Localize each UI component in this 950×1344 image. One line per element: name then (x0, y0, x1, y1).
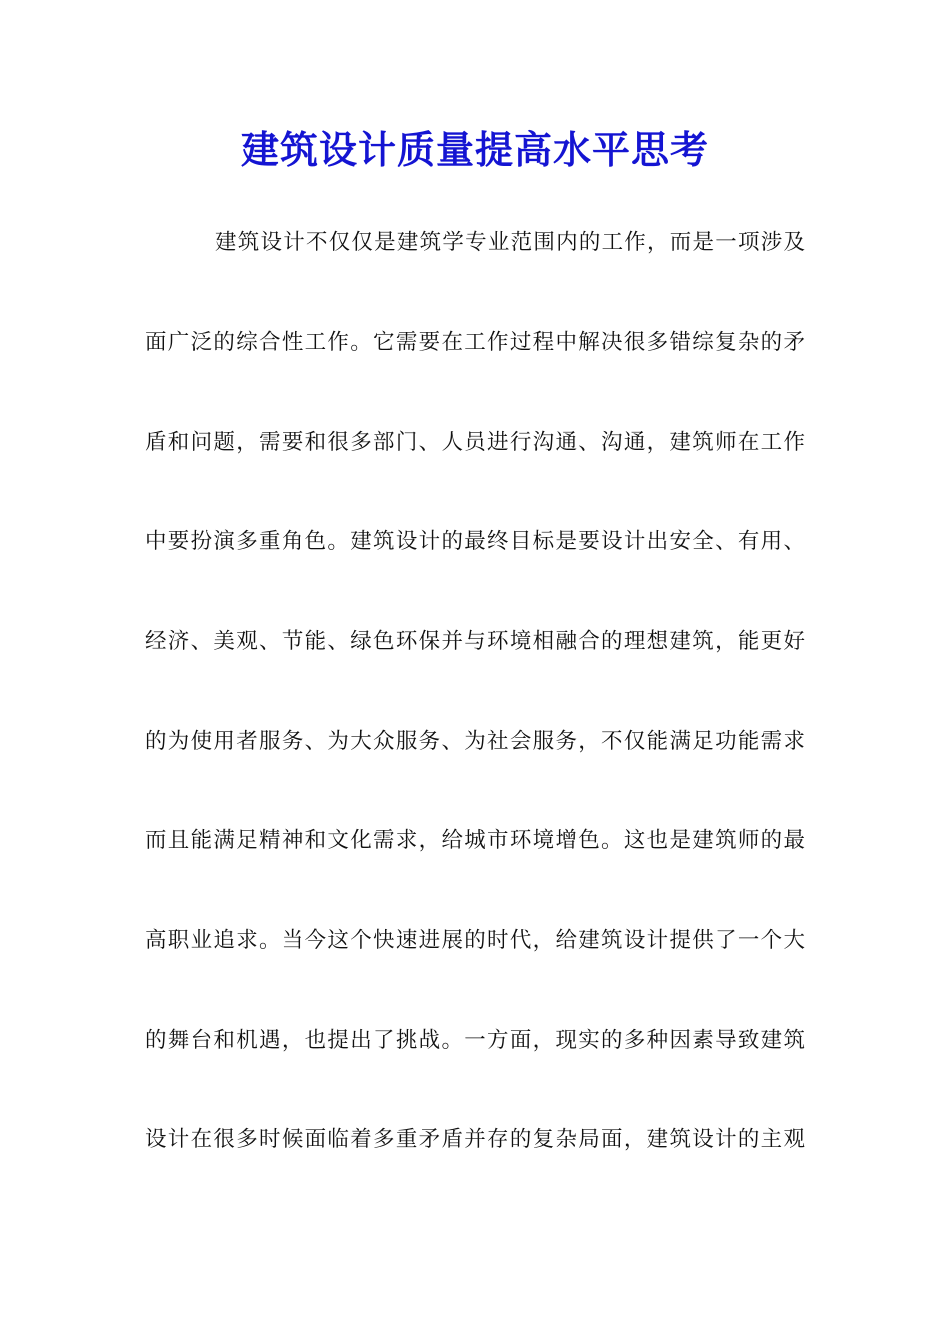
paragraph-line: 的舞台和机遇，也提出了挑战。一方面，现实的多种因素导致建筑 (145, 1028, 805, 1053)
paragraph-line: 中要扮演多重角色。建筑设计的最终目标是要设计出安全、有用、 (145, 529, 805, 554)
paragraph-line: 建筑设计不仅仅是建筑学专业范围内的工作，而是一项涉及 (215, 230, 805, 255)
document-title: 建筑设计质量提高水平思考 (240, 127, 709, 172)
paragraph-line: 设计在很多时候面临着多重矛盾并存的复杂局面，建筑设计的主观 (145, 1127, 805, 1152)
paragraph-line: 盾和问题，需要和很多部门、人员进行沟通、沟通，建筑师在工作 (145, 430, 805, 455)
paragraph-line: 高职业追求。当今这个快速进展的时代，给建筑设计提供了一个大 (145, 928, 805, 953)
paragraph-line: 而且能满足精神和文化需求，给城市环境增色。这也是建筑师的最 (145, 828, 805, 853)
paragraph-line: 面广泛的综合性工作。它需要在工作过程中解决很多错综复杂的矛 (145, 330, 805, 355)
paragraph-line: 的为使用者服务、为大众服务、为社会服务，不仅能满足功能需求 (145, 729, 805, 754)
paragraph-line: 经济、美观、节能、绿色环保并与环境相融合的理想建筑，能更好 (145, 629, 805, 654)
